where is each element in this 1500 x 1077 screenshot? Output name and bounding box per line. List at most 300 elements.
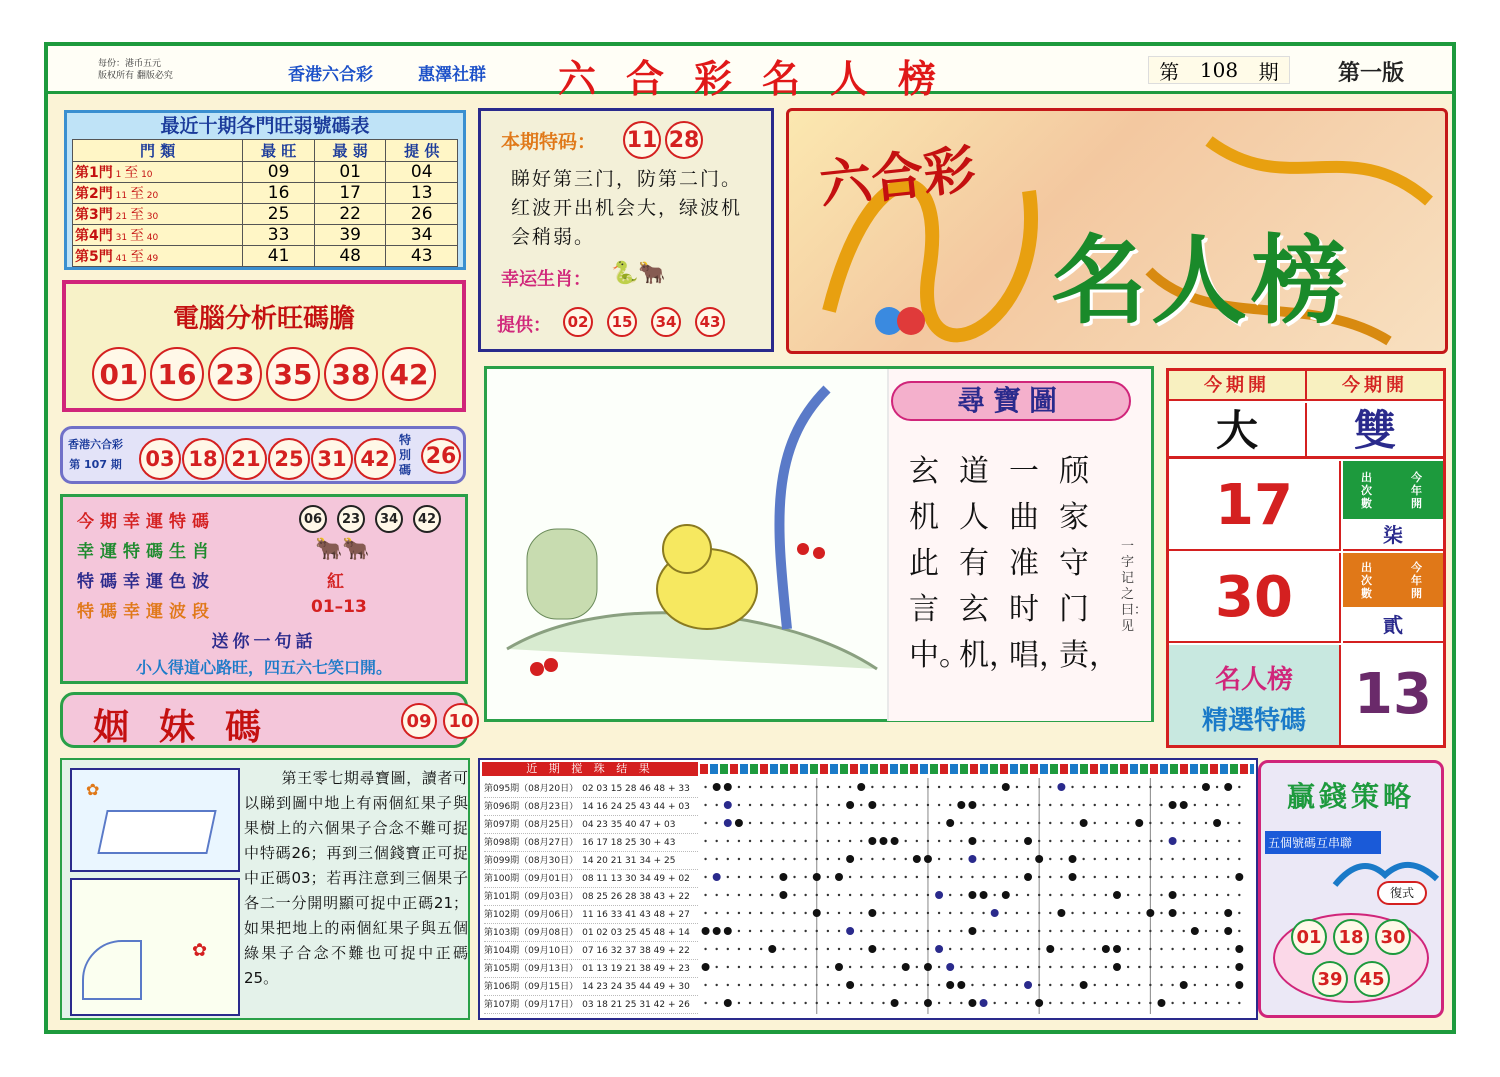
gate-table-panel: [64, 110, 466, 270]
header-org2: 惠澤社群: [418, 65, 486, 85]
lucky-numbers: [299, 505, 441, 533]
drawn-dot: [1224, 927, 1232, 935]
empty-dot: [804, 858, 806, 860]
number-ball: 16: [150, 347, 204, 401]
empty-dot: [1183, 948, 1185, 950]
empty-dot: [871, 822, 873, 824]
empty-dot: [715, 894, 717, 896]
empty-dot: [1149, 930, 1151, 932]
count-label-b: 今年開: [1411, 470, 1422, 510]
empty-dot: [1227, 840, 1229, 842]
empty-dot: [1105, 1002, 1107, 1004]
empty-dot: [893, 912, 895, 914]
empty-dot: [938, 786, 940, 788]
empty-dot: [949, 876, 951, 878]
empty-dot: [816, 966, 818, 968]
empty-dot: [804, 822, 806, 824]
empty-dot: [1171, 786, 1173, 788]
empty-dot: [938, 984, 940, 986]
jingxuan-label: 精選特碼: [1201, 706, 1306, 736]
empty-dot: [971, 786, 973, 788]
empty-dot: [804, 786, 806, 788]
empty-dot: [1171, 822, 1173, 824]
empty-dot: [715, 804, 717, 806]
empty-dot: [1127, 858, 1129, 860]
empty-dot: [793, 804, 795, 806]
empty-dot: [1216, 912, 1218, 914]
empty-dot: [1105, 876, 1107, 878]
gate-cell: 41: [243, 246, 315, 267]
last-draw-numbers: [139, 438, 396, 480]
history-row: 第107期（09月17日） 03 18 21 25 31 42 + 26: [484, 996, 698, 1014]
empty-dot: [760, 786, 762, 788]
empty-dot: [1194, 984, 1196, 986]
empty-dot: [916, 822, 918, 824]
empty-dot: [1127, 894, 1129, 896]
number-ball: 42: [413, 505, 441, 533]
empty-dot: [916, 930, 918, 932]
empty-dot: [1016, 984, 1018, 986]
empty-dot: [1038, 876, 1040, 878]
empty-dot: [760, 822, 762, 824]
empty-dot: [760, 984, 762, 986]
empty-dot: [793, 876, 795, 878]
empty-dot: [927, 876, 929, 878]
empty-dot: [704, 1002, 706, 1004]
gate-cell: 48: [314, 246, 386, 267]
history-row: 第102期（09月06日） 11 16 33 41 43 48 + 27: [484, 906, 698, 924]
empty-dot: [949, 912, 951, 914]
empty-dot: [1216, 804, 1218, 806]
empty-dot: [838, 822, 840, 824]
empty-dot: [1183, 930, 1185, 932]
empty-dot: [860, 966, 862, 968]
gate-header: 最 弱: [314, 140, 386, 162]
poem-column: 道人有玄机，: [959, 454, 1019, 673]
empty-dot: [871, 1002, 873, 1004]
empty-dot: [1116, 822, 1118, 824]
empty-dot: [1105, 804, 1107, 806]
header-copyright: 版权所有 翻版必究: [98, 71, 173, 81]
lucky-range: 01–13: [311, 597, 367, 617]
empty-dot: [1216, 858, 1218, 860]
empty-dot: [993, 786, 995, 788]
number-ball: 18: [1333, 919, 1369, 955]
poem-column: 一曲准时唱，: [1009, 454, 1069, 673]
number-ball: 01: [92, 347, 146, 401]
gate-header: 最 旺: [243, 140, 315, 162]
strategy-panel: [1258, 760, 1444, 1018]
drawn-dot: [1235, 963, 1243, 971]
empty-dot: [927, 840, 929, 842]
empty-dot: [1038, 930, 1040, 932]
empty-dot: [960, 822, 962, 824]
history-row: 第103期（09月08日） 01 02 03 25 45 48 + 14: [484, 924, 698, 942]
empty-dot: [1027, 894, 1029, 896]
empty-dot: [760, 840, 762, 842]
sister-title: 姻妹碼: [93, 706, 292, 748]
empty-dot: [749, 786, 751, 788]
gate-row: [73, 246, 458, 267]
drawn-dot: [1069, 855, 1077, 863]
empty-dot: [749, 858, 751, 860]
special-dot: [724, 819, 732, 827]
empty-dot: [827, 1002, 829, 1004]
empty-dot: [1216, 966, 1218, 968]
result-head1: 今期開: [1169, 371, 1307, 401]
empty-dot: [982, 930, 984, 932]
empty-dot: [1005, 948, 1007, 950]
empty-dot: [1138, 1002, 1140, 1004]
empty-dot: [938, 804, 940, 806]
drawn-dot: [1024, 873, 1032, 881]
empty-dot: [1038, 948, 1040, 950]
empty-dot: [749, 1002, 751, 1004]
history-row: 第101期（09月03日） 08 25 26 28 38 43 + 22: [484, 888, 698, 906]
empty-dot: [738, 876, 740, 878]
empty-dot: [1238, 930, 1240, 932]
empty-dot: [1049, 876, 1051, 878]
empty-dot: [771, 984, 773, 986]
empty-dot: [704, 822, 706, 824]
empty-dot: [1149, 786, 1151, 788]
count-label-d: 今年開: [1411, 560, 1422, 600]
empty-dot: [905, 894, 907, 896]
header-org1: 香港六合彩: [288, 65, 373, 85]
count-value1: 柒: [1343, 519, 1443, 551]
empty-dot: [804, 840, 806, 842]
empty-dot: [1160, 876, 1162, 878]
empty-dot: [971, 984, 973, 986]
empty-dot: [982, 804, 984, 806]
empty-dot: [827, 984, 829, 986]
empty-dot: [1238, 894, 1240, 896]
empty-dot: [782, 786, 784, 788]
gate-table: [72, 139, 458, 267]
result-big: 大: [1169, 403, 1307, 459]
special-dot: [724, 801, 732, 809]
issue-prefix: 第: [1159, 59, 1180, 84]
empty-dot: [860, 822, 862, 824]
empty-dot: [804, 1002, 806, 1004]
empty-dot: [860, 876, 862, 878]
empty-dot: [1038, 966, 1040, 968]
empty-dot: [860, 894, 862, 896]
empty-dot: [938, 858, 940, 860]
empty-dot: [1238, 822, 1240, 824]
empty-dot: [704, 786, 706, 788]
empty-dot: [704, 948, 706, 950]
empty-dot: [1183, 912, 1185, 914]
empty-dot: [1238, 840, 1240, 842]
empty-dot: [905, 858, 907, 860]
empty-dot: [1005, 1002, 1007, 1004]
empty-dot: [816, 786, 818, 788]
drawn-dot: [1169, 891, 1177, 899]
empty-dot: [1071, 894, 1073, 896]
empty-dot: [738, 804, 740, 806]
empty-dot: [1005, 840, 1007, 842]
empty-dot: [1071, 1002, 1073, 1004]
empty-dot: [971, 822, 973, 824]
empty-dot: [1216, 984, 1218, 986]
empty-dot: [1094, 894, 1096, 896]
empty-dot: [1127, 966, 1129, 968]
empty-dot: [916, 876, 918, 878]
empty-dot: [927, 930, 929, 932]
empty-dot: [927, 984, 929, 986]
drawn-dot: [879, 837, 887, 845]
empty-dot: [905, 804, 907, 806]
empty-dot: [1060, 894, 1062, 896]
empty-dot: [893, 858, 895, 860]
empty-dot: [1127, 804, 1129, 806]
empty-dot: [1160, 966, 1162, 968]
empty-dot: [771, 930, 773, 932]
empty-dot: [882, 858, 884, 860]
count-label-a: 出次數: [1361, 470, 1372, 510]
empty-dot: [1138, 786, 1140, 788]
empty-dot: [871, 966, 873, 968]
empty-dot: [1038, 912, 1040, 914]
empty-dot: [1127, 1002, 1129, 1004]
empty-dot: [1116, 804, 1118, 806]
empty-dot: [982, 822, 984, 824]
empty-dot: [1194, 876, 1196, 878]
drawn-dot: [1191, 927, 1199, 935]
empty-dot: [760, 804, 762, 806]
drawn-dot: [924, 855, 932, 863]
empty-dot: [971, 948, 973, 950]
drawn-dot: [868, 945, 876, 953]
empty-dot: [849, 894, 851, 896]
empty-dot: [1016, 1002, 1018, 1004]
empty-dot: [938, 876, 940, 878]
drawn-dot: [813, 873, 821, 881]
drawn-dot: [868, 801, 876, 809]
empty-dot: [927, 912, 929, 914]
history-rows: [484, 780, 698, 1014]
empty-dot: [749, 876, 751, 878]
history-row: 第096期（08月23日） 14 16 24 25 43 44 + 03: [484, 798, 698, 816]
empty-dot: [782, 822, 784, 824]
drawn-dot: [1235, 945, 1243, 953]
empty-dot: [1227, 858, 1229, 860]
last-draw-label1: 香港六合彩: [68, 438, 123, 451]
number-ball: 28: [665, 121, 703, 159]
empty-dot: [982, 948, 984, 950]
drawn-dot: [968, 891, 976, 899]
drawn-dot: [1224, 909, 1232, 917]
empty-dot: [1049, 912, 1051, 914]
empty-dot: [1194, 822, 1196, 824]
drawn-dot: [1102, 945, 1110, 953]
empty-dot: [838, 786, 840, 788]
gate-cell: 26: [386, 204, 458, 225]
drawn-dot: [1113, 891, 1121, 899]
empty-dot: [1060, 822, 1062, 824]
empty-dot: [1138, 894, 1140, 896]
empty-dot: [893, 804, 895, 806]
empty-dot: [1160, 786, 1162, 788]
empty-dot: [782, 984, 784, 986]
empty-dot: [838, 804, 840, 806]
empty-dot: [1238, 1002, 1240, 1004]
empty-dot: [816, 822, 818, 824]
empty-dot: [1116, 840, 1118, 842]
empty-dot: [727, 912, 729, 914]
empty-dot: [916, 786, 918, 788]
empty-dot: [1094, 804, 1096, 806]
empty-dot: [1016, 876, 1018, 878]
empty-dot: [1049, 894, 1051, 896]
empty-dot: [738, 1002, 740, 1004]
special-dot: [991, 909, 999, 917]
empty-dot: [793, 786, 795, 788]
number-ball: 18: [182, 438, 224, 480]
lucky-saying: 小人得道心路旺，四五六七笑口開。: [135, 658, 392, 677]
empty-dot: [1116, 984, 1118, 986]
empty-dot: [793, 912, 795, 914]
empty-dot: [827, 912, 829, 914]
empty-dot: [938, 930, 940, 932]
count-value2: 貳: [1343, 607, 1443, 643]
empty-dot: [793, 948, 795, 950]
empty-dot: [860, 984, 862, 986]
empty-dot: [1205, 1002, 1207, 1004]
empty-dot: [1183, 786, 1185, 788]
drawn-dot: [1035, 855, 1043, 863]
empty-dot: [1216, 786, 1218, 788]
empty-dot: [1127, 948, 1129, 950]
empty-dot: [738, 948, 740, 950]
empty-dot: [1149, 948, 1151, 950]
empty-dot: [1016, 894, 1018, 896]
drawn-dot: [968, 999, 976, 1007]
empty-dot: [1094, 858, 1096, 860]
empty-dot: [1049, 966, 1051, 968]
empty-dot: [993, 858, 995, 860]
empty-dot: [793, 1002, 795, 1004]
history-row: 第095期（08月20日） 02 03 15 28 46 48 + 33: [484, 780, 698, 798]
empty-dot: [1060, 930, 1062, 932]
empty-dot: [749, 984, 751, 986]
empty-dot: [893, 786, 895, 788]
empty-dot: [1127, 912, 1129, 914]
empty-dot: [893, 930, 895, 932]
empty-dot: [982, 876, 984, 878]
last-draw-panel: [60, 426, 466, 484]
empty-dot: [793, 822, 795, 824]
drawn-dot: [1035, 999, 1043, 1007]
empty-dot: [860, 930, 862, 932]
empty-dot: [927, 948, 929, 950]
empty-dot: [1183, 840, 1185, 842]
empty-dot: [816, 930, 818, 932]
empty-dot: [1005, 984, 1007, 986]
empty-dot: [916, 984, 918, 986]
empty-dot: [905, 984, 907, 986]
gate-header: 提 供: [386, 140, 458, 162]
empty-dot: [960, 786, 962, 788]
empty-dot: [782, 948, 784, 950]
empty-dot: [905, 948, 907, 950]
empty-dot: [760, 912, 762, 914]
empty-dot: [1205, 984, 1207, 986]
empty-dot: [727, 984, 729, 986]
empty-dot: [1071, 984, 1073, 986]
header-bar: [48, 46, 1452, 101]
treasure-scroll: [887, 369, 1151, 721]
empty-dot: [1038, 840, 1040, 842]
empty-dot: [949, 804, 951, 806]
empty-dot: [760, 894, 762, 896]
empty-dot: [1138, 966, 1140, 968]
history-row: 第099期（08月30日） 14 20 21 31 34 + 25: [484, 852, 698, 870]
empty-dot: [982, 912, 984, 914]
empty-dot: [1127, 822, 1129, 824]
issue-number: 108: [1199, 58, 1239, 82]
special-dot: [935, 891, 943, 899]
empty-dot: [793, 966, 795, 968]
empty-dot: [849, 822, 851, 824]
drawn-dot: [768, 945, 776, 953]
empty-dot: [1171, 876, 1173, 878]
empty-dot: [1194, 1002, 1196, 1004]
special-dot: [980, 999, 988, 1007]
empty-dot: [1105, 822, 1107, 824]
drawn-dot: [924, 999, 932, 1007]
empty-dot: [882, 930, 884, 932]
gate-row: [73, 183, 458, 204]
provide-numbers: [563, 307, 725, 337]
drawn-dot: [1235, 873, 1243, 881]
empty-dot: [1071, 930, 1073, 932]
empty-dot: [715, 948, 717, 950]
empty-dot: [1049, 804, 1051, 806]
empty-dot: [1038, 822, 1040, 824]
empty-dot: [1016, 804, 1018, 806]
empty-dot: [1005, 912, 1007, 914]
empty-dot: [1105, 912, 1107, 914]
empty-dot: [715, 1002, 717, 1004]
drawn-dot: [713, 783, 721, 791]
special-dot: [946, 963, 954, 971]
empty-dot: [905, 1002, 907, 1004]
empty-dot: [1094, 930, 1096, 932]
empty-dot: [771, 966, 773, 968]
empty-dot: [1060, 1002, 1062, 1004]
empty-dot: [782, 912, 784, 914]
empty-dot: [1205, 948, 1207, 950]
empty-dot: [1027, 930, 1029, 932]
empty-dot: [1005, 804, 1007, 806]
empty-dot: [838, 948, 840, 950]
empty-dot: [749, 804, 751, 806]
empty-dot: [727, 858, 729, 860]
empty-dot: [1238, 912, 1240, 914]
empty-dot: [905, 822, 907, 824]
empty-dot: [1049, 786, 1051, 788]
empty-dot: [1082, 948, 1084, 950]
number-ball: 01: [1291, 919, 1327, 955]
number-ball: 31: [311, 438, 353, 480]
mingren-label: 名人榜: [1214, 665, 1293, 695]
number-ball: 43: [695, 307, 725, 337]
empty-dot: [1160, 804, 1162, 806]
empty-dot: [727, 966, 729, 968]
gate-cell: 第4門 31 至 40: [73, 225, 243, 246]
